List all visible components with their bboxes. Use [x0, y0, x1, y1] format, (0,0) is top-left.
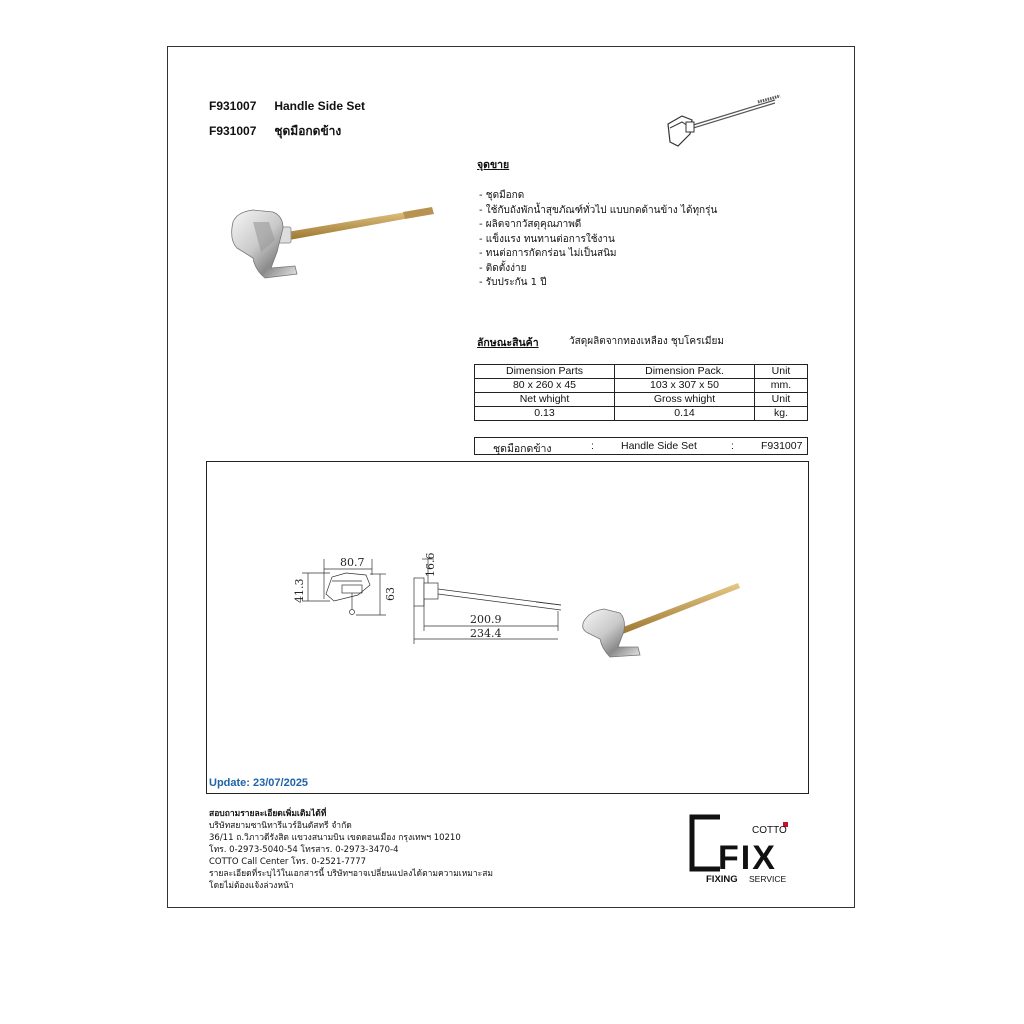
name-en: Handle Side Set [621, 440, 697, 452]
dim-label: 80.7 [340, 556, 365, 569]
properties-heading: ลักษณะสินค้า [477, 337, 539, 349]
list-item: - รับประกัน 1 ปี [479, 276, 717, 291]
table-cell: Dimension Parts [475, 365, 615, 379]
sell-points-heading: จุดขาย [477, 159, 510, 171]
table-row [475, 407, 808, 421]
technical-drawing [206, 461, 809, 794]
dim-label: 200.9 [470, 613, 502, 626]
cotto-fix-logo [690, 815, 794, 887]
table-row [475, 365, 808, 379]
list-item: - ผลิตจากวัสดุคุณภาพดี [479, 218, 717, 233]
dim-label: 16.6 [424, 552, 437, 577]
title-english [209, 99, 365, 113]
contact-line: โดยไม่ต้องแจ้งล่วงหน้า [209, 881, 294, 891]
spec-table [474, 364, 808, 421]
logo-tag-fixing: FIXING [706, 874, 738, 885]
table-cell: 80 x 260 x 45 [475, 379, 615, 393]
name-th: ชุดมือกดข้าง [493, 443, 552, 455]
contact-line: COTTO Call Center โทร. 0-2521-7777 [209, 857, 367, 867]
table-cell: kg. [755, 407, 808, 421]
list-item: - ใช้กับถังพักน้ำสุขภัณฑ์ทั่วไป แบบกดด้านข้าง ได้ทุกรุ่น [479, 204, 717, 219]
dim-label: 63 [384, 587, 397, 601]
table-cell: Net whight [475, 393, 615, 407]
list-item: - ชุดมือกด [479, 189, 717, 204]
contact-block [209, 808, 493, 892]
separator: : [591, 440, 594, 452]
separator: : [731, 440, 734, 452]
product-sketch [660, 94, 785, 150]
table-row [475, 379, 808, 393]
product-photo [225, 200, 437, 285]
dim-label: 41.3 [293, 578, 306, 603]
logo-word: FIX [718, 839, 777, 877]
table-cell: mm. [755, 379, 808, 393]
drawing-product-image [583, 583, 740, 657]
title-thai [209, 122, 341, 141]
contact-line: โทร. 0-2973-5040-54 โทรสาร. 0-2973-3470-4 [209, 845, 399, 855]
table-cell: Unit [755, 393, 808, 407]
product-name-th: ชุดมือกดข้าง [274, 124, 342, 138]
table-cell: 103 x 307 x 50 [615, 379, 755, 393]
product-code: F931007 [209, 99, 257, 113]
contact-heading: สอบถามรายละเอียดเพิ่มเติมได้ที่ [209, 809, 327, 819]
product-name-en: Handle Side Set [274, 99, 366, 113]
table-cell: Dimension Pack. [615, 365, 755, 379]
table-cell: 0.14 [615, 407, 755, 421]
contact-line: รายละเอียดที่ระบุไว้ในเอกสารนี้ บริษัทฯอาจเปลี่ยนแปลงได้ตามความเหมาะสม [209, 869, 494, 879]
name-code: F931007 [761, 440, 803, 452]
table-cell: Unit [755, 365, 808, 379]
list-item: - แข็งแรง ทนทานต่อการใช้งาน [479, 233, 717, 248]
list-item: - ทนต่อการกัดกร่อน ไม่เป็นสนิม [479, 247, 717, 262]
logo-brand: COTTO [752, 825, 787, 836]
table-cell: Gross whight [615, 393, 755, 407]
contact-line: บริษัทสยามซานิทารีแวร์อินดัสทรี จำกัด [209, 821, 352, 831]
product-code: F931007 [209, 124, 257, 138]
properties-value: วัสดุผลิตจากทองเหลือง ชุบโครเมียม [569, 336, 724, 347]
table-cell: 0.13 [475, 407, 615, 421]
dim-label: 234.4 [470, 627, 502, 640]
logo-tag-service: SERVICE [749, 874, 787, 884]
update-date: Update: 23/07/2025 [209, 777, 309, 789]
sell-points-list [479, 189, 717, 291]
table-row [475, 393, 808, 407]
list-item: - ติดตั้งง่าย [479, 262, 717, 277]
contact-line: 36/11 ถ.วิภาวดีรังสิต แขวงสนามบิน เขตดอนเมือง กรุงเทพฯ 10210 [209, 833, 461, 843]
product-name-row [474, 437, 808, 455]
